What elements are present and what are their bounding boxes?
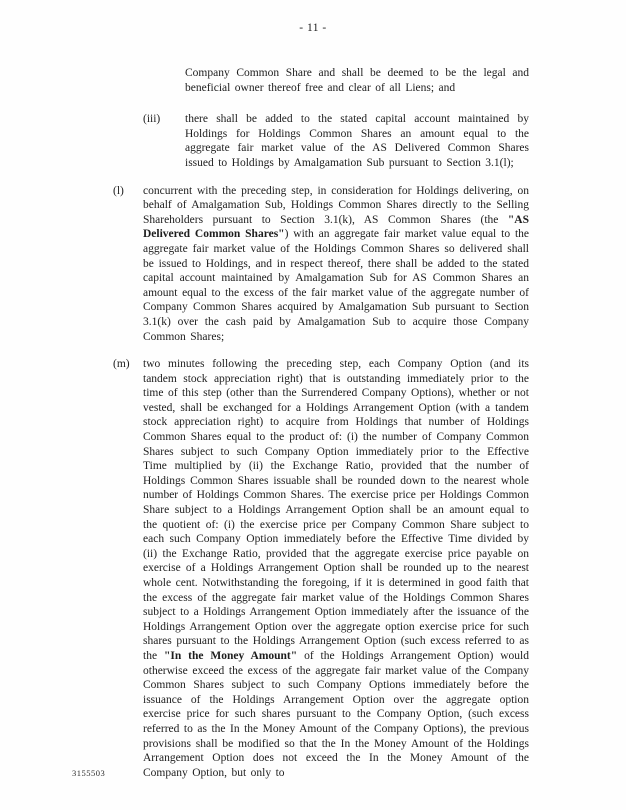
clause-m-label: (m) <box>113 358 130 371</box>
clause-m <box>113 357 529 780</box>
clause-iii <box>143 112 529 170</box>
clause-iii-text: there shall be added to the stated capital account maintained by Holdings for Holdings Common Shares an amount equal to the aggregate fair market value of the AS Delivered Common Shares issued to Holdings by Amalgamation Sub pursuant to Section 3.1(l); <box>185 113 529 169</box>
page-number: - 11 - <box>299 22 327 34</box>
clause-m-text: two minutes following the preceding step, each Company Option (and its tandem stock appreciation right) that is outstanding immediately prior to the time of this step (other than the Surrendered Company Options), whether or not vested, shall be exchanged for a Holdings Arrangement Option (with a tandem stock appreciation right) to acquire from Holdings that number of Holdings Common Shares equal to the product of: (i) the number of Company Common Shares subject to such Company Option immediately prior to the Effective Time multiplied by (ii) the Exchange Ratio, provided that the number of Holdings Common Shares issuable shall be rounded down to the nearest whole number of Holdings Common Shares. The exercise price per Holdings Common Share subject to a Holdings Arrangement Option shall be an amount equal to the quotient of: (i) the exercise price per Company Common Share subject to each such Company Option immediately before the Effective Time divided by (ii) the Exchange Ratio, provided that the aggregate exercise price payable on exercise of a Holdings Arrangement Option shall be rounded up to the nearest whole cent. Notwithstanding the foregoing, if it is determined in good faith that the excess of the aggregate fair market value of the Holdings Common Shares subject to a Holdings Arrangement Option immediately after the issuance of the Holdings Arrangement Option over the aggregate option exercise price for such shares pursuant to the Holdings Arrangement Option (such excess referred to as the "In the Money Amount" of the Holdings Arrangement Option) would otherwise exceed the excess of the aggregate fair market value of the Company Common Shares subject to such Company Options immediately before the issuance of the Holdings Arrangement Option over the aggregate option exercise price for such shares pursuant to the Company Option, (such excess referred to as the In the Money Amount of the Company Options), the previous provisions shall be modified so that the In the Money Amount of the Holdings Arrangement Option does not exceed the In the Money Amount of the Company Option, but only to <box>143 358 529 779</box>
paragraph-continuation: Company Common Share and shall be deemed to be the legal and beneficial owner thereof free and clear of all Liens; and <box>185 67 529 94</box>
clause-l-text: concurrent with the preceding step, in consideration for Holdings delivering, on behalf of Amalgamation Sub, Holdings Common Shares directly to the Selling Shareholders pursuant to Section 3.1(k), AS Common Shares (the "AS Delivered Common Shares") with an aggregate fair market value equal to the aggregate fair market value of the Holdings Common Shares so delivered shall be issued to Holdings, and in respect thereof, there shall be added to the stated capital account maintained by Amalgamation Sub for AS Common Shares an amount equal to the excess of the fair market value of the aggregate number of Company Common Shares acquired by Amalgamation Sub pursuant to Section 3.1(k) over the cash paid by Amalgamation Sub to acquire those Company Common Shares; <box>143 184 529 343</box>
document-body <box>113 66 529 793</box>
clause-l <box>113 184 529 345</box>
document-id-footer: 3155503 <box>72 768 106 778</box>
clause-iii-label: (iii) <box>143 113 161 126</box>
clause-l-label: (l) <box>113 184 124 197</box>
